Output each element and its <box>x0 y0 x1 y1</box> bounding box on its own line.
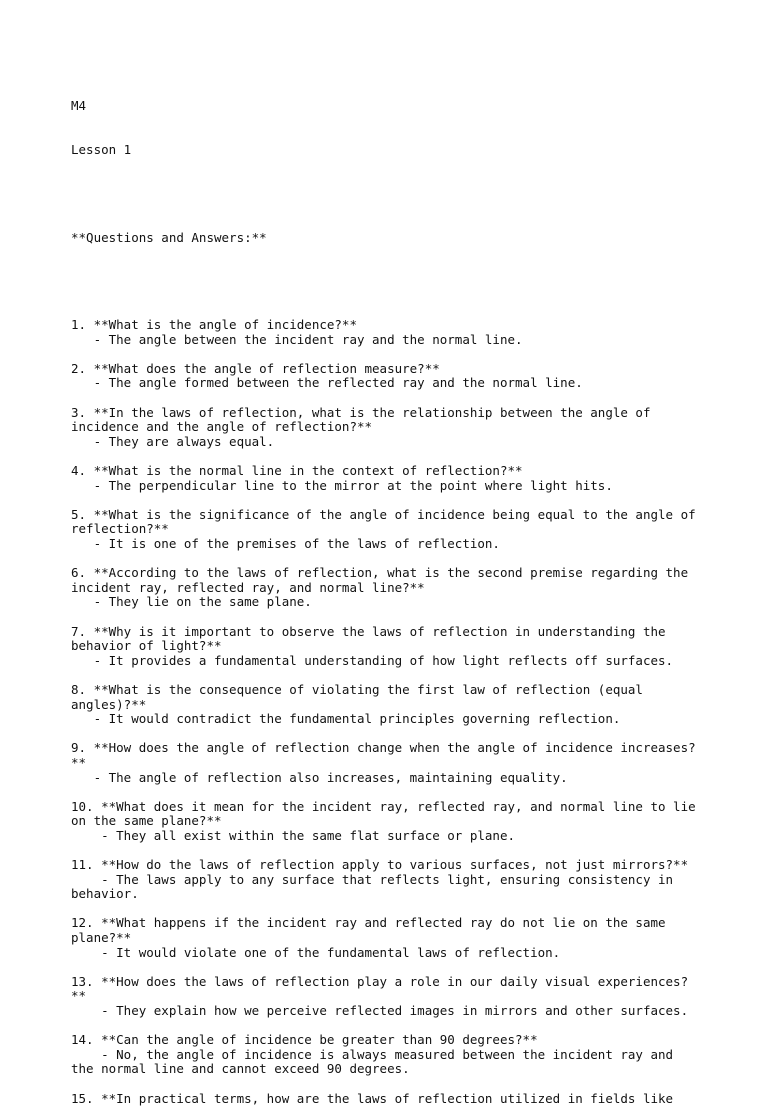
question-line: 8. **What is the consequence of violating the first law of reflection (equal <box>71 681 643 697</box>
question-line: 4. **What is the normal line in the context of reflection?** <box>71 463 523 479</box>
blank-line <box>71 610 711 625</box>
question-line: 15. **In practical terms, how are the laws of reflection utilized in fields like <box>71 1090 674 1106</box>
blank-line <box>71 843 711 858</box>
blank-line <box>71 1077 711 1092</box>
section-heading: **Questions and Answers:** <box>71 229 267 245</box>
answer-line: the normal line and cannot exceed 90 degrees. <box>71 1061 410 1077</box>
question-line: 5. **What is the significance of the angle of incidence being equal to the angle of <box>71 506 696 522</box>
blank-line <box>71 493 711 508</box>
blank-line <box>71 1019 711 1034</box>
question-line: 3. **In the laws of reflection, what is the relationship between the angle of <box>71 404 651 420</box>
question-line: reflection?** <box>71 521 169 537</box>
question-line: incidence and the angle of reflection?** <box>71 419 373 435</box>
answer-line: - They lie on the same plane. <box>71 594 312 610</box>
question-line: 9. **How does the angle of reflection change when the angle of incidence increases? <box>71 740 696 756</box>
answer-line: - They explain how we perceive reflected images in mirrors and other surfaces. <box>71 1003 689 1018</box>
blank-line <box>71 187 711 202</box>
blank-line <box>71 274 711 289</box>
answer-line: - The angle between the incident ray and the normal line. <box>71 331 523 347</box>
answer-line: - The laws apply to any surface that reflects light, ensuring consistency in <box>71 871 674 887</box>
question-line: 13. **How does the laws of reflection play a role in our daily visual experiences? <box>71 973 689 989</box>
question-line: 2. **What does the angle of reflection measure?** <box>71 360 440 376</box>
question-line: 14. **Can the angle of incidence be greater than 90 degrees?** <box>71 1032 538 1048</box>
blank-line <box>71 449 711 464</box>
blank-line <box>71 552 711 567</box>
question-line: plane?** <box>71 930 132 946</box>
blank-line <box>71 727 711 742</box>
answer-line: - The angle of reflection also increases, maintaining equality. <box>71 769 568 785</box>
question-line: 6. **According to the laws of reflection, what is the second premise regarding the <box>71 565 689 581</box>
answer-line: - No, the angle of incidence is always measured between the incident ray and <box>71 1046 674 1062</box>
answer-line: behavior. <box>71 886 139 902</box>
answer-line: - It would contradict the fundamental principles governing reflection. <box>71 711 621 727</box>
blank-line <box>71 902 711 917</box>
question-line: 1. **What is the angle of incidence?** <box>71 317 357 333</box>
answer-line: - The perpendicular line to the mirror at the point where light hits. <box>71 477 613 493</box>
answer-line: - It provides a fundamental understanding of how light reflects off surfaces. <box>71 652 674 668</box>
document-code: M4 <box>71 98 87 114</box>
document-body <box>71 70 711 1106</box>
answer-line: - It is one of the premises of the laws of reflection. <box>71 536 500 551</box>
question-line: 12. **What happens if the incident ray and reflected ray do not lie on the same <box>71 915 666 931</box>
question-line: incident ray, reflected ray, and normal line?** <box>71 579 425 595</box>
answer-line: - The angle formed between the reflected ray and the normal line. <box>71 375 583 391</box>
question-line: ** <box>71 754 87 770</box>
blank-line <box>71 960 711 975</box>
blank-line <box>71 668 711 683</box>
question-line: 10. **What does it mean for the incident ray, reflected ray, and normal line to lie <box>71 798 696 814</box>
blank-line <box>71 391 711 406</box>
answer-line: - They all exist within the same flat surface or plane. <box>71 827 516 843</box>
question-line: 7. **Why is it important to observe the laws of reflection in understanding the <box>71 623 666 639</box>
question-line: ** <box>71 988 87 1004</box>
answer-line: - They are always equal. <box>71 433 275 449</box>
blank-line <box>71 347 711 362</box>
question-line: 11. **How do the laws of reflection apply to various surfaces, not just mirrors?** <box>71 857 689 873</box>
answer-line: - It would violate one of the fundamental laws of reflection. <box>71 944 561 960</box>
question-line: on the same plane?** <box>71 813 222 829</box>
lesson-title: Lesson 1 <box>71 141 132 157</box>
blank-line <box>71 785 711 800</box>
question-line: angles)?** <box>71 696 147 712</box>
question-line: behavior of light?** <box>71 638 222 654</box>
